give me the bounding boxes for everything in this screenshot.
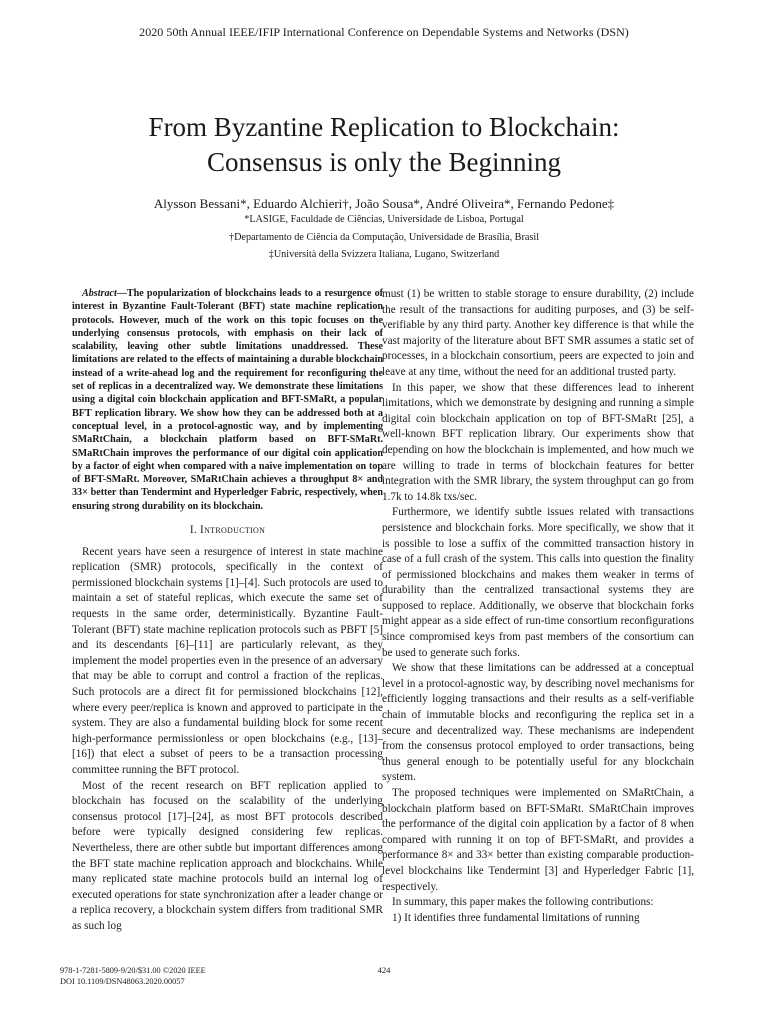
affiliation-3: ‡Università della Svizzera Italiana, Lugano, Switzerland xyxy=(268,249,500,260)
contribution-item: 1) It identifies three fundamental limitations of running xyxy=(392,911,640,924)
footer-doi: DOI 10.1109/DSN48063.2020.00057 xyxy=(60,977,185,986)
author-list: Alysson Bessani*, Eduardo Alchieri†, João Sousa*, André Oliveira*, Fernando Pedone‡ xyxy=(153,196,615,211)
section-heading-introduction: I. Introduction xyxy=(189,524,266,537)
intro-paragraph: Furthermore, we identify subtle issues related with transactions persistence and blockchain forks. More specifically, we show that it is possible to lose a suffix of the committed transaction history in case of a full crash of the system. This calls into question the finality of permissioned blockchains and makes them weaker in terms of durability than the centralized transactional systems they are supposed to replace. Additionally, we observe that blockchain forks might appear as a side effect of run-time consortium reconfigurations since compromised keys from past members of the consortium can be used to generate such forks. xyxy=(382,506,694,659)
intro-paragraph: We show that these limitations can be addressed at a conceptual level in a protocol-agnostic way, by describing novel mechanisms for efficiently logging transactions and their results as a self-verifiable chain of immutable blocks and reconfiguring the replica set in a secure and decentralized way. These mechanisms are independent from the consensus protocol employed to order transactions, being thus general enough to be potentially useful for any blockchain system. xyxy=(382,662,694,784)
affiliation-1: *LASIGE, Faculdade de Ciências, Universidade de Lisboa, Portugal xyxy=(244,214,524,225)
intro-paragraph: Most of the recent research on BFT replication applied to blockchain has focused on the scalability of the underlying consensus protocol [17]–[24], as most BFT protocols described before were typically designed considering few replicas. Nevertheless, there are other subtle but important differences among the BFT state machine replication approach and blockchains. While many replicated state machine protocols build an internal log of executed operations for state synchronization after a leader change or a replica recovery, a blockchain system differs from traditional SMR as such log xyxy=(72,779,383,932)
abstract-label: Abstract xyxy=(82,288,117,299)
intro-paragraph: Recent years have seen a resurgence of interest in state machine replication (SMR) protocols, specifically in the context of permissioned blockchain systems [1]–[4]. Such protocols are used to maintain a set of stateful replicas, which execute the same set of requests in the same order, deterministically. Byzantine Fault-Tolerant (BFT) state machine replication protocols such as PBFT [5] and its descendants [6]–[11] are particularly relevant, as they implement the model properties even in the presence of an adversary that may be able to corrupt and control a fraction of the replicas. Such protocols are a direct fit for permissioned blockchains [12], where every peer/replica is known and approved to participate in the system. They are also a fundamental building block for some recent high-performance permissionless or open blockchains (e.g., [13]–[16]) that elect a subset of peers to be a transaction processing committee running the BFT protocol. xyxy=(72,545,383,776)
intro-paragraph: In summary, this paper makes the following contributions: xyxy=(392,896,654,909)
affiliation-2: †Departamento de Ciência da Computação, Universidade de Brasília, Brasil xyxy=(228,232,540,243)
page-number: 424 xyxy=(377,965,391,975)
title-line-2: Consensus is only the Beginning xyxy=(206,147,561,177)
intro-paragraph: The proposed techniques were implemented on SMaRtChain, a blockchain platform based on BFT-SMaRt. SMaRtChain improves the performance of the digital coin application by a factor of 8 when compared with running it on top of BFT-SMaRt, and provides a performance 8× and 33× better than existing comparable production-level blockchains like Tendermint [3] and Hyperledger Fabric [1], respectively. xyxy=(382,787,694,893)
conference-header: 2020 50th Annual IEEE/IFIP International Conference on Dependable Systems and Networks (DSN) xyxy=(139,25,629,39)
abstract xyxy=(72,287,383,513)
footer-isbn: 978-1-7281-5809-9/20/$31.00 ©2020 IEEE xyxy=(60,966,206,975)
paper-title xyxy=(0,110,768,180)
left-column xyxy=(72,287,383,934)
right-column xyxy=(382,287,694,926)
title-line-1: From Byzantine Replication to Blockchain: xyxy=(148,112,620,142)
intro-paragraph: must (1) be written to stable storage to ensure durability, (2) include the result of the transactions for auditing purposes, and (3) be self-verifiable by any third party. Another key difference is that while the vast majority of the literature about BFT SMR assumes a static set of processes, in a blockchain consortium, peers are expected to join and leave at any time, without the need for an additional trusted party. xyxy=(382,288,694,378)
abstract-text: —The popularization of blockchains leads to a resurgence of interest in Byzantine Fault-Tolerant (BFT) state machine replication protocols. However, much of the work on this topic focuses on the underlying consensus protocols, with emphasis on their lack of scalability, leaving other subtle limitations unaddressed. These limitations are related to the effects of maintaining a durable blockchain instead of a write-ahead log and the requirement for reconfiguring the set of replicas in a decentralized way. We demonstrate these limitations using a digital coin blockchain application and BFT-SMaRt, a popular BFT replication library. We show how they can be addressed both at a conceptual level, in a protocol-agnostic way, and by implementing SMaRtChain, a blockchain platform based on BFT-SMaRt. SMaRtChain improves the performance of our digital coin application by a factor of eight when compared with a naive implementation on top of BFT-SMaRt. Moreover, SMaRtChain achieves a throughput 8× and 33× better than Tendermint and Hyperledger Fabric, respectively, when ensuring strong durability on its blockchain. xyxy=(72,288,383,512)
intro-paragraph: In this paper, we show that these differences lead to inherent limitations, which we demonstrate by designing and running a simple digital coin blockchain application on top of BFT-SMaRt [25], a well-known BFT replication library. Our experiments show that depending on how the blockchain is implemented, and how much we are willing to trade in terms of blockchain features for better integration with the SMR library, the system throughput can go from 1.7k to 14.8k txs/sec. xyxy=(382,381,694,503)
